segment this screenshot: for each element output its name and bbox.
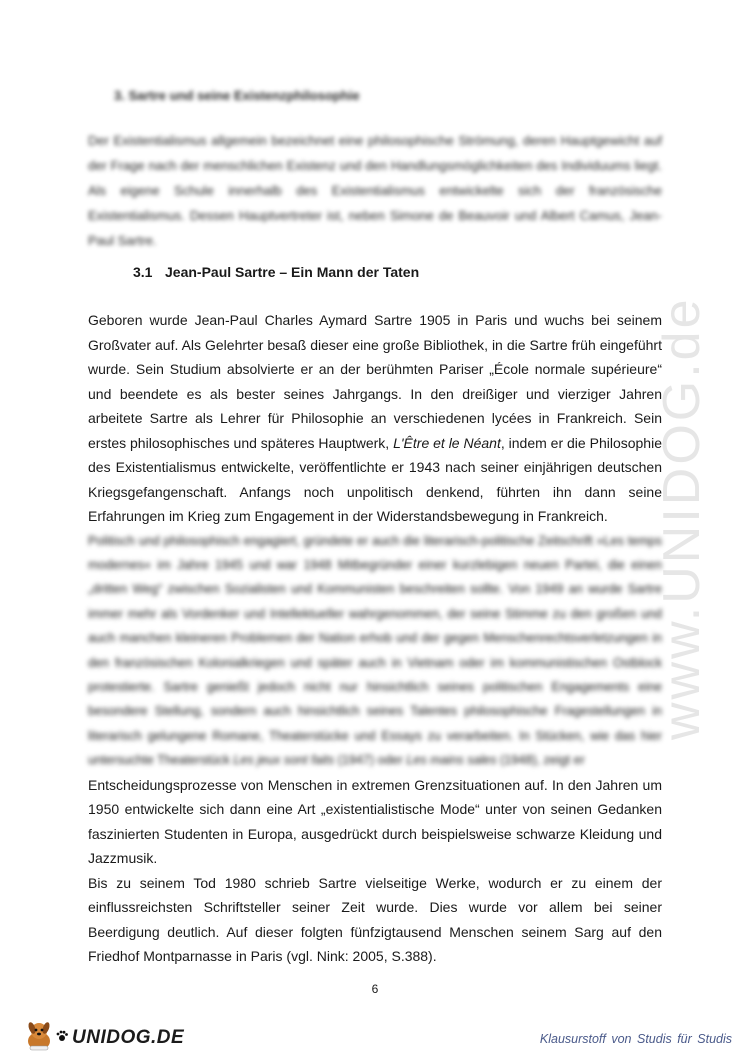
dog-mascot-icon [22,1019,56,1058]
subsection-title: Jean-Paul Sartre – Ein Mann der Taten [165,264,420,280]
body-paragraph-clear-1: Geboren wurde Jean-Paul Charles Aymard Sartre 1905 in Paris und wuchs bei seinem Großvater auf. Als Gelehrter besaß dieser eine große Bibliothek, in die Sartre früh eingeführt wurde. Sein Studium absolvierte er an der berühmten Pariser „École normale supérieure“ und beendete es als bester seines Jahrgangs. In den dreißiger und vierziger Jahren arbeitete Sartre als Lehrer für Philosophie an verschiedenen lycées in Frankreich. Sein erstes philosophisches und späteres Hauptwerk, L'Être et le Néant, indem er die Philosophie des Existentialismus entwickelte, veröffentlichte er 1943 nach seiner einjährigen deutschen Kriegsgefangenschaft. Anfangs noch unpolitisch denkend, führten ihn dann seine Erfahrungen im Krieg zum Engagement in der Widerstandsbewegung in Frankreich. [88,312,662,524]
footer-tagline: Klausurstoff von Studis für Studis [539,1032,732,1046]
intro-paragraph: Der Existentialismus allgemein bezeichnet eine philosophische Strömung, deren Hauptgewicht auf der Frage nach der menschlichen Existenz und den Handlungsmöglichkeiten des Individuums liegt. Als eigene Schule innerhalb des Existentialismus entwickelte sich der französische Existentialismus. Dessen Hauptvertreter ist, neben Simone de Beauvoir und Albert Camus, Jean-Paul Sartre. [88,133,662,248]
body-paragraph-clear-2: Entscheidungsprozesse von Menschen in extremen Grenzsituationen auf. In den Jahren um 1950 entwickelte sich dann eine Art „existentialistische Mode“ unter von seinen Gedanken faszinierten Studenten in Europa, ausgedrückt durch beispielsweise schwarze Kleidung und Jazzmusik. [88,776,662,867]
subsection-heading [133,264,419,280]
body-paragraph-clear-3: Bis zu seinem Tod 1980 schrieb Sartre vielseitige Werke, wodurch er zu einem der einflussreichsten Schriftsteller seiner Zeit wurde. Dies wurde vor allem bei seiner Beerdigung deutlich. Auf dieser folgten fünfzigtausend Menschen seinem Sarg auf den Friedhof Montparnasse in Paris (vgl. Nink: 2005, S.388). [88,874,662,965]
section-heading: 3. Sartre und seine Existenzphilosophie [114,88,360,103]
body-paragraph-blurred: Politisch und philosophisch engagiert, gründete er auch die literarisch-politische Zeitschrift »Les temps modernes« im Jahre 1945 und war 1948 Mitbegründer einer kurzlebigen neuen Partei, die einen „dritten Weg“ zwischen Sozialisten und Kommunisten beschreiten sollte. Von 1949 an wurde Sartre immer mehr als Vordenker und Intellektueller wahrgenommen, der seine Stimme zu den großen und auch manchen kleineren Problemen der Nation erhob und der gegen Menschenrechtsverletzungen in den französischen Kolonialkriegen und später auch in Vietnam oder im kommunistischen Ostblock protestierte. Sartre genießt jedoch nicht nur hinsichtlich seines politischen Engagements eine besondere Stellung, sondern auch hinsichtlich seines Talentes philosophische Fragestellungen in literarisch gelungene Romane, Theaterstücke und Essays zu verarbeiten. In Stücken, wie das hier untersuchte Theaterstück Les jeux sont faits (1947) oder Les mains sales (1948), zeigt er [88,533,662,768]
logo-text: UNIDOG.DE [72,1027,185,1048]
book-title: L'Être et le Néant [393,434,501,451]
watermark: www.UNIDOG.de [653,296,711,740]
subsection-number: 3.1 [133,264,153,280]
page-number: 6 [371,982,379,996]
unidog-logo [22,1018,184,1058]
paw-icon [56,1029,68,1047]
body-text [88,308,662,969]
